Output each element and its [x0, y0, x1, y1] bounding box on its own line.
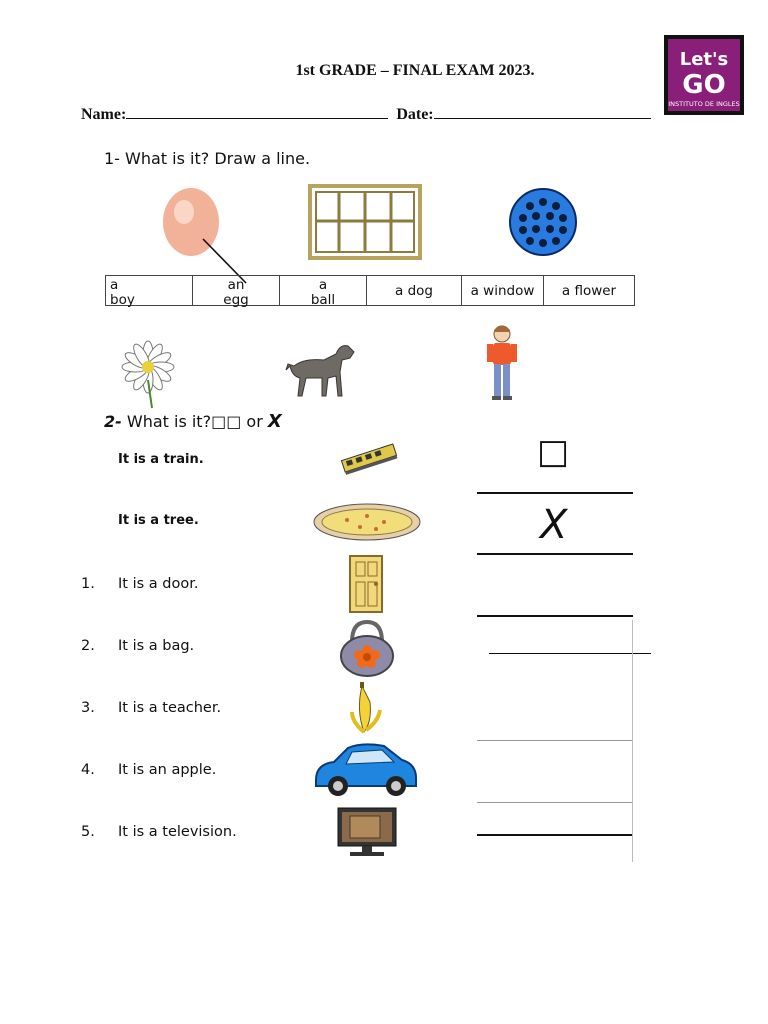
item-text: It is a television.	[118, 824, 237, 840]
label-cell-boy: a boy	[106, 276, 193, 305]
item-number: 3.	[81, 700, 95, 716]
item-text: It is a teacher.	[118, 700, 222, 716]
answer-line	[477, 492, 633, 494]
section2-prefix: 2-	[104, 412, 122, 431]
answer-line	[477, 553, 633, 555]
item-number: 2.	[81, 638, 95, 654]
item-number: 5.	[81, 824, 95, 840]
dog-picture	[284, 336, 356, 406]
answer-line[interactable]	[477, 740, 633, 741]
car-picture	[312, 742, 420, 804]
pizza-picture	[312, 502, 422, 546]
item-number: 4.	[81, 762, 95, 778]
logo-text-bottom: INSTITUTO DE INGLES	[668, 100, 740, 108]
page-title: 1st GRADE – FINAL EXAM 2023.	[295, 62, 535, 79]
item-text: It is a door.	[118, 576, 199, 592]
word-labels-table	[105, 275, 635, 306]
example-train-text: It is a train.	[118, 452, 204, 467]
train-picture	[336, 436, 402, 484]
label-cell-dog: a dog	[367, 276, 462, 305]
item-text: It is an apple.	[118, 762, 217, 778]
example-tree-answer: X	[540, 502, 568, 548]
logo-text-mid: GO	[682, 70, 726, 100]
window-picture	[308, 184, 422, 264]
column-divider	[632, 620, 633, 862]
label-cell-ball: a ball	[280, 276, 367, 305]
television-picture	[336, 806, 398, 862]
label-cell-egg: an egg	[193, 276, 280, 305]
flower-picture	[114, 340, 182, 414]
item-text: It is a bag.	[118, 638, 195, 654]
banana-picture	[348, 682, 384, 742]
checkmark-symbol: □□	[211, 412, 242, 431]
example-train-answer: □	[537, 432, 570, 472]
lets-go-logo	[664, 35, 744, 115]
name-date-line	[81, 106, 651, 124]
answer-line[interactable]	[477, 802, 633, 803]
name-label: Name:	[81, 106, 127, 123]
section1-title: 1- What is it? Draw a line.	[104, 149, 311, 168]
example-tree-text: It is a tree.	[118, 513, 199, 528]
label-cell-flower: a flower	[561, 283, 617, 299]
date-label: Date:	[396, 106, 434, 123]
label-cell-window: a window	[462, 276, 544, 305]
answer-line[interactable]	[489, 653, 651, 654]
door-picture	[348, 554, 384, 618]
section2-title: 2- What is it?□□ or X	[104, 411, 282, 432]
answer-line[interactable]	[477, 834, 633, 836]
ball-picture	[508, 188, 578, 260]
bag-picture	[338, 620, 396, 682]
answer-line[interactable]	[477, 615, 633, 617]
boy-picture	[484, 324, 520, 406]
logo-text-top: Let's	[679, 49, 729, 70]
x-symbol: X	[267, 411, 282, 432]
item-number: 1.	[81, 576, 95, 592]
